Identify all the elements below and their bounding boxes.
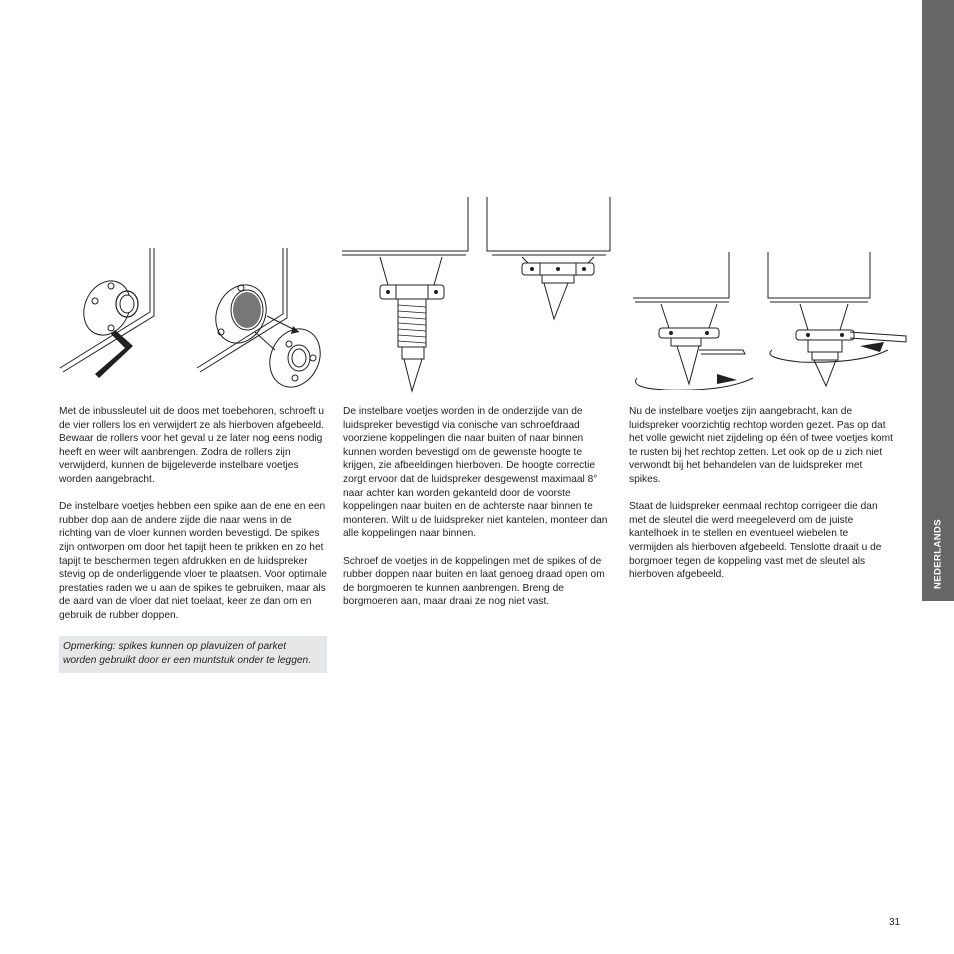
illustration-spike-foot (340, 195, 470, 395)
note-text: Opmerking: spikes kunnen op plavuizen of parket worden gebruikt door er een muntstuk onder te leggen. (63, 641, 312, 666)
illustration-short-spike-foot (482, 195, 617, 325)
illustration-leveling-wrench (625, 250, 760, 390)
illustration-tighten-locknut (760, 250, 915, 390)
text-column-3 (629, 405, 893, 595)
paragraph: Nu de instelbare voetjes zijn aangebracht, kan de luidspreker voorzichtig rechtop worden gezet. Pas op dat het volle gewicht niet zijdeling op één of twee voetjes komt te rusten bij het rechtop zetten. Let ook op de u zich niet verwondt bij het behandelen van de luidspreker met spikes. (629, 406, 893, 485)
paragraph: De instelbare voetjes worden in de onderzijde van de luidspreker bevestigd via conische van schroefdraad voorziene koppelingen die naar buiten of naar binnen kunnen worden bevestigd om de gewenste hoogte te krijgen, zie afbeeldingen hierboven. De hoogte correctie zorgt ervoor dat de luidspreker desgewenst maximaal 8° naar achter kan worden gekanteld door de voorste koppelingen naar buiten en de achterste naar binnen te monteren. Wilt u de luidspreker niet kantelen, monteer dan alle koppelingen naar binnen. (343, 406, 608, 540)
paragraph: Schroef de voetjes in de koppelingen met de spikes of de rubber doppen naar buiten en laat genoeg draad open om de borgmoeren te kunnen aanbrengen. Breng de borgmoeren aan, maar draai ze nog niet vast. (343, 555, 605, 608)
note-box (59, 636, 327, 673)
text-column-1 (59, 405, 327, 673)
text-column-2 (343, 405, 611, 623)
illustration-roller-removed (195, 246, 330, 391)
paragraph: Met de inbussleutel uit de doos met toebehoren, schroeft u de vier rollers los en verwijdert ze als hierboven afgebeeld. Bewaar de rollers voor het geval u ze later nog eens nodig heeft en weer wilt aanbrengen. Zodra de rollers zijn verwijderd, kunnen de bijgeleverde instelbare voetjes worden aangebracht. (59, 406, 325, 485)
illustration-hex-key-roller (55, 246, 165, 386)
page-number: 31 (889, 917, 901, 928)
language-tab-label: NEDERLANDS (932, 519, 944, 589)
paragraph: Staat de luidspreker eenmaal rechtop corrigeer die dan met de sleutel die werd meegeleverd om de juiste kantelhoek in te stellen en eventueel wiebelen te vermijden als hierboven afgebeeld. Tenslotte draait u de borgmoer tegen de koppeling vast met de sleutel als hierboven afgebeeld. (629, 501, 882, 581)
paragraph: De instelbare voetjes hebben een spike aan de ene en een rubber dop aan de andere zijde die naar wens in de richting van de vloer kunnen worden bevestigd. De spikes zijn ontworpen om door het tapijt heen te prikken en zo het tapijt te beschermen tegen afdrukken en de luidspreker stevig op de onderliggende vloer te plaatsen. Voor optimale prestaties raden we u aan de spikes te gebruiken, maar als de aard van de vloer dat niet toelaat, keer ze dan om en gebruik de rubber doppen. (59, 501, 327, 621)
language-tab (922, 0, 954, 601)
